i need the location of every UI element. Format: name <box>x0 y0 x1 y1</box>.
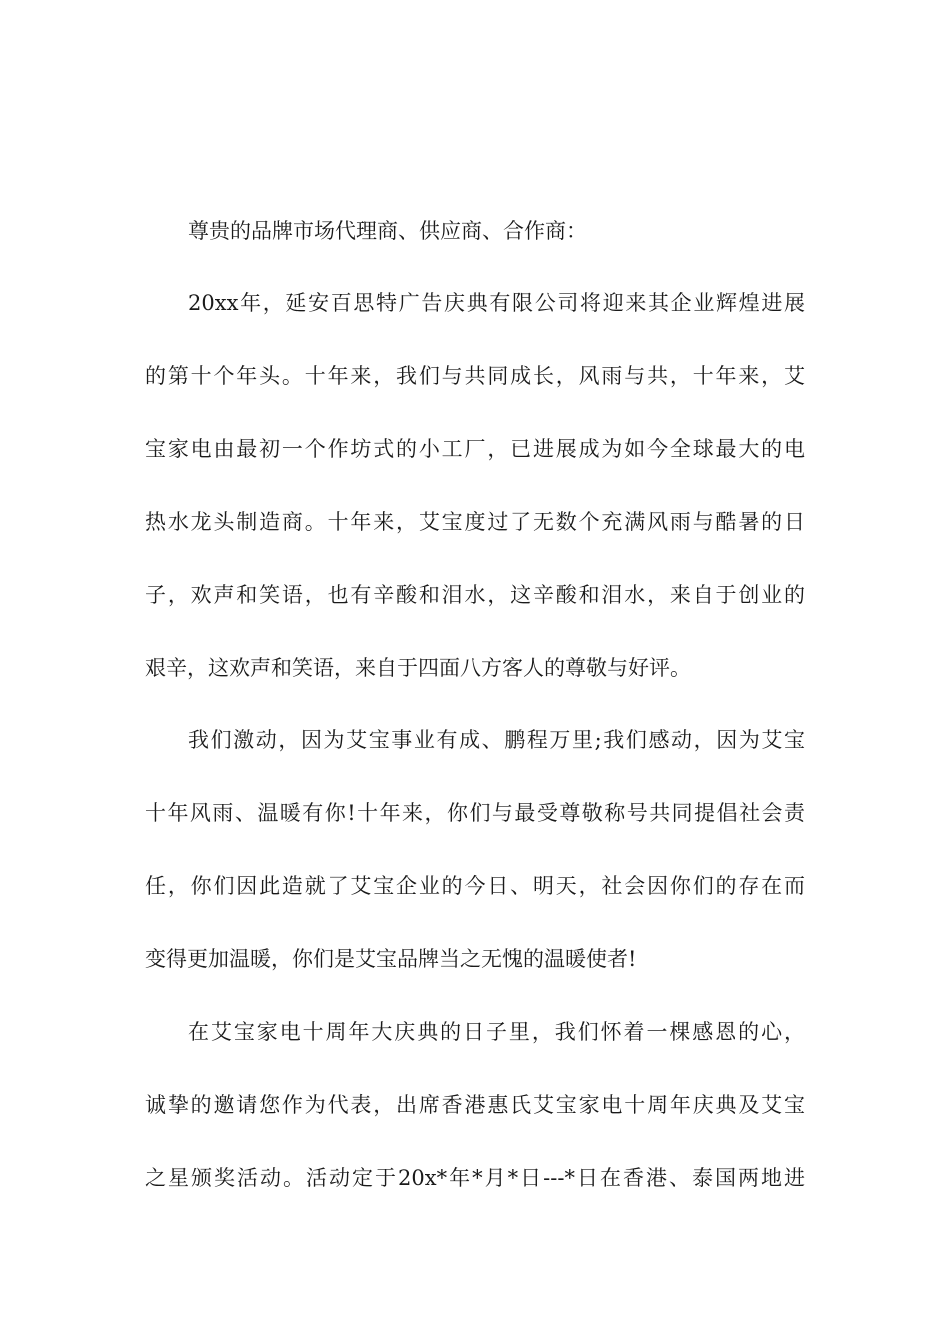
text-line: 子，欢声和笑语，也有辛酸和泪水，这辛酸和泪水，来自于创业的 <box>145 583 805 607</box>
text-line: 诚挚的邀请您作为代表，出席香港惠氏艾宝家电十周年庆典及艾宝 <box>145 1093 805 1117</box>
text-line: 艰辛，这欢声和笑语，来自于四面八方客人的尊敬与好评。 <box>145 656 691 680</box>
text-line: 之星颁奖活动。活动定于20x*年*月*日---*日在香港、泰国两地进 <box>145 1166 805 1190</box>
text-line: 宝家电由最初一个作坊式的小工厂，已进展成为如今全球最大的电 <box>145 437 805 461</box>
text-line: 十年风雨、温暖有你!十年来，你们与最受尊敬称号共同提倡社会责 <box>145 801 805 825</box>
text-line: 20xx年，延安百思特广告庆典有限公司将迎来其企业辉煌进展 <box>188 291 805 315</box>
text-line: 的第十个年头。十年来，我们与共同成长，风雨与共，十年来，艾 <box>145 364 805 388</box>
text-line: 热水龙头制造商。十年来，艾宝度过了无数个充满风雨与酷暑的日 <box>145 510 805 534</box>
salutation-line: 尊贵的品牌市场代理商、供应商、合作商： <box>188 219 587 243</box>
text-line: 我们激动，因为艾宝事业有成、鹏程万里;我们感动，因为艾宝 <box>188 728 805 752</box>
text-line: 变得更加温暖，你们是艾宝品牌当之无愧的温暖使者! <box>145 947 637 971</box>
text-line: 在艾宝家电十周年大庆典的日子里，我们怀着一棵感恩的心， <box>188 1020 805 1044</box>
text-line: 任，你们因此造就了艾宝企业的今日、明天，社会因你们的存在而 <box>145 874 805 898</box>
